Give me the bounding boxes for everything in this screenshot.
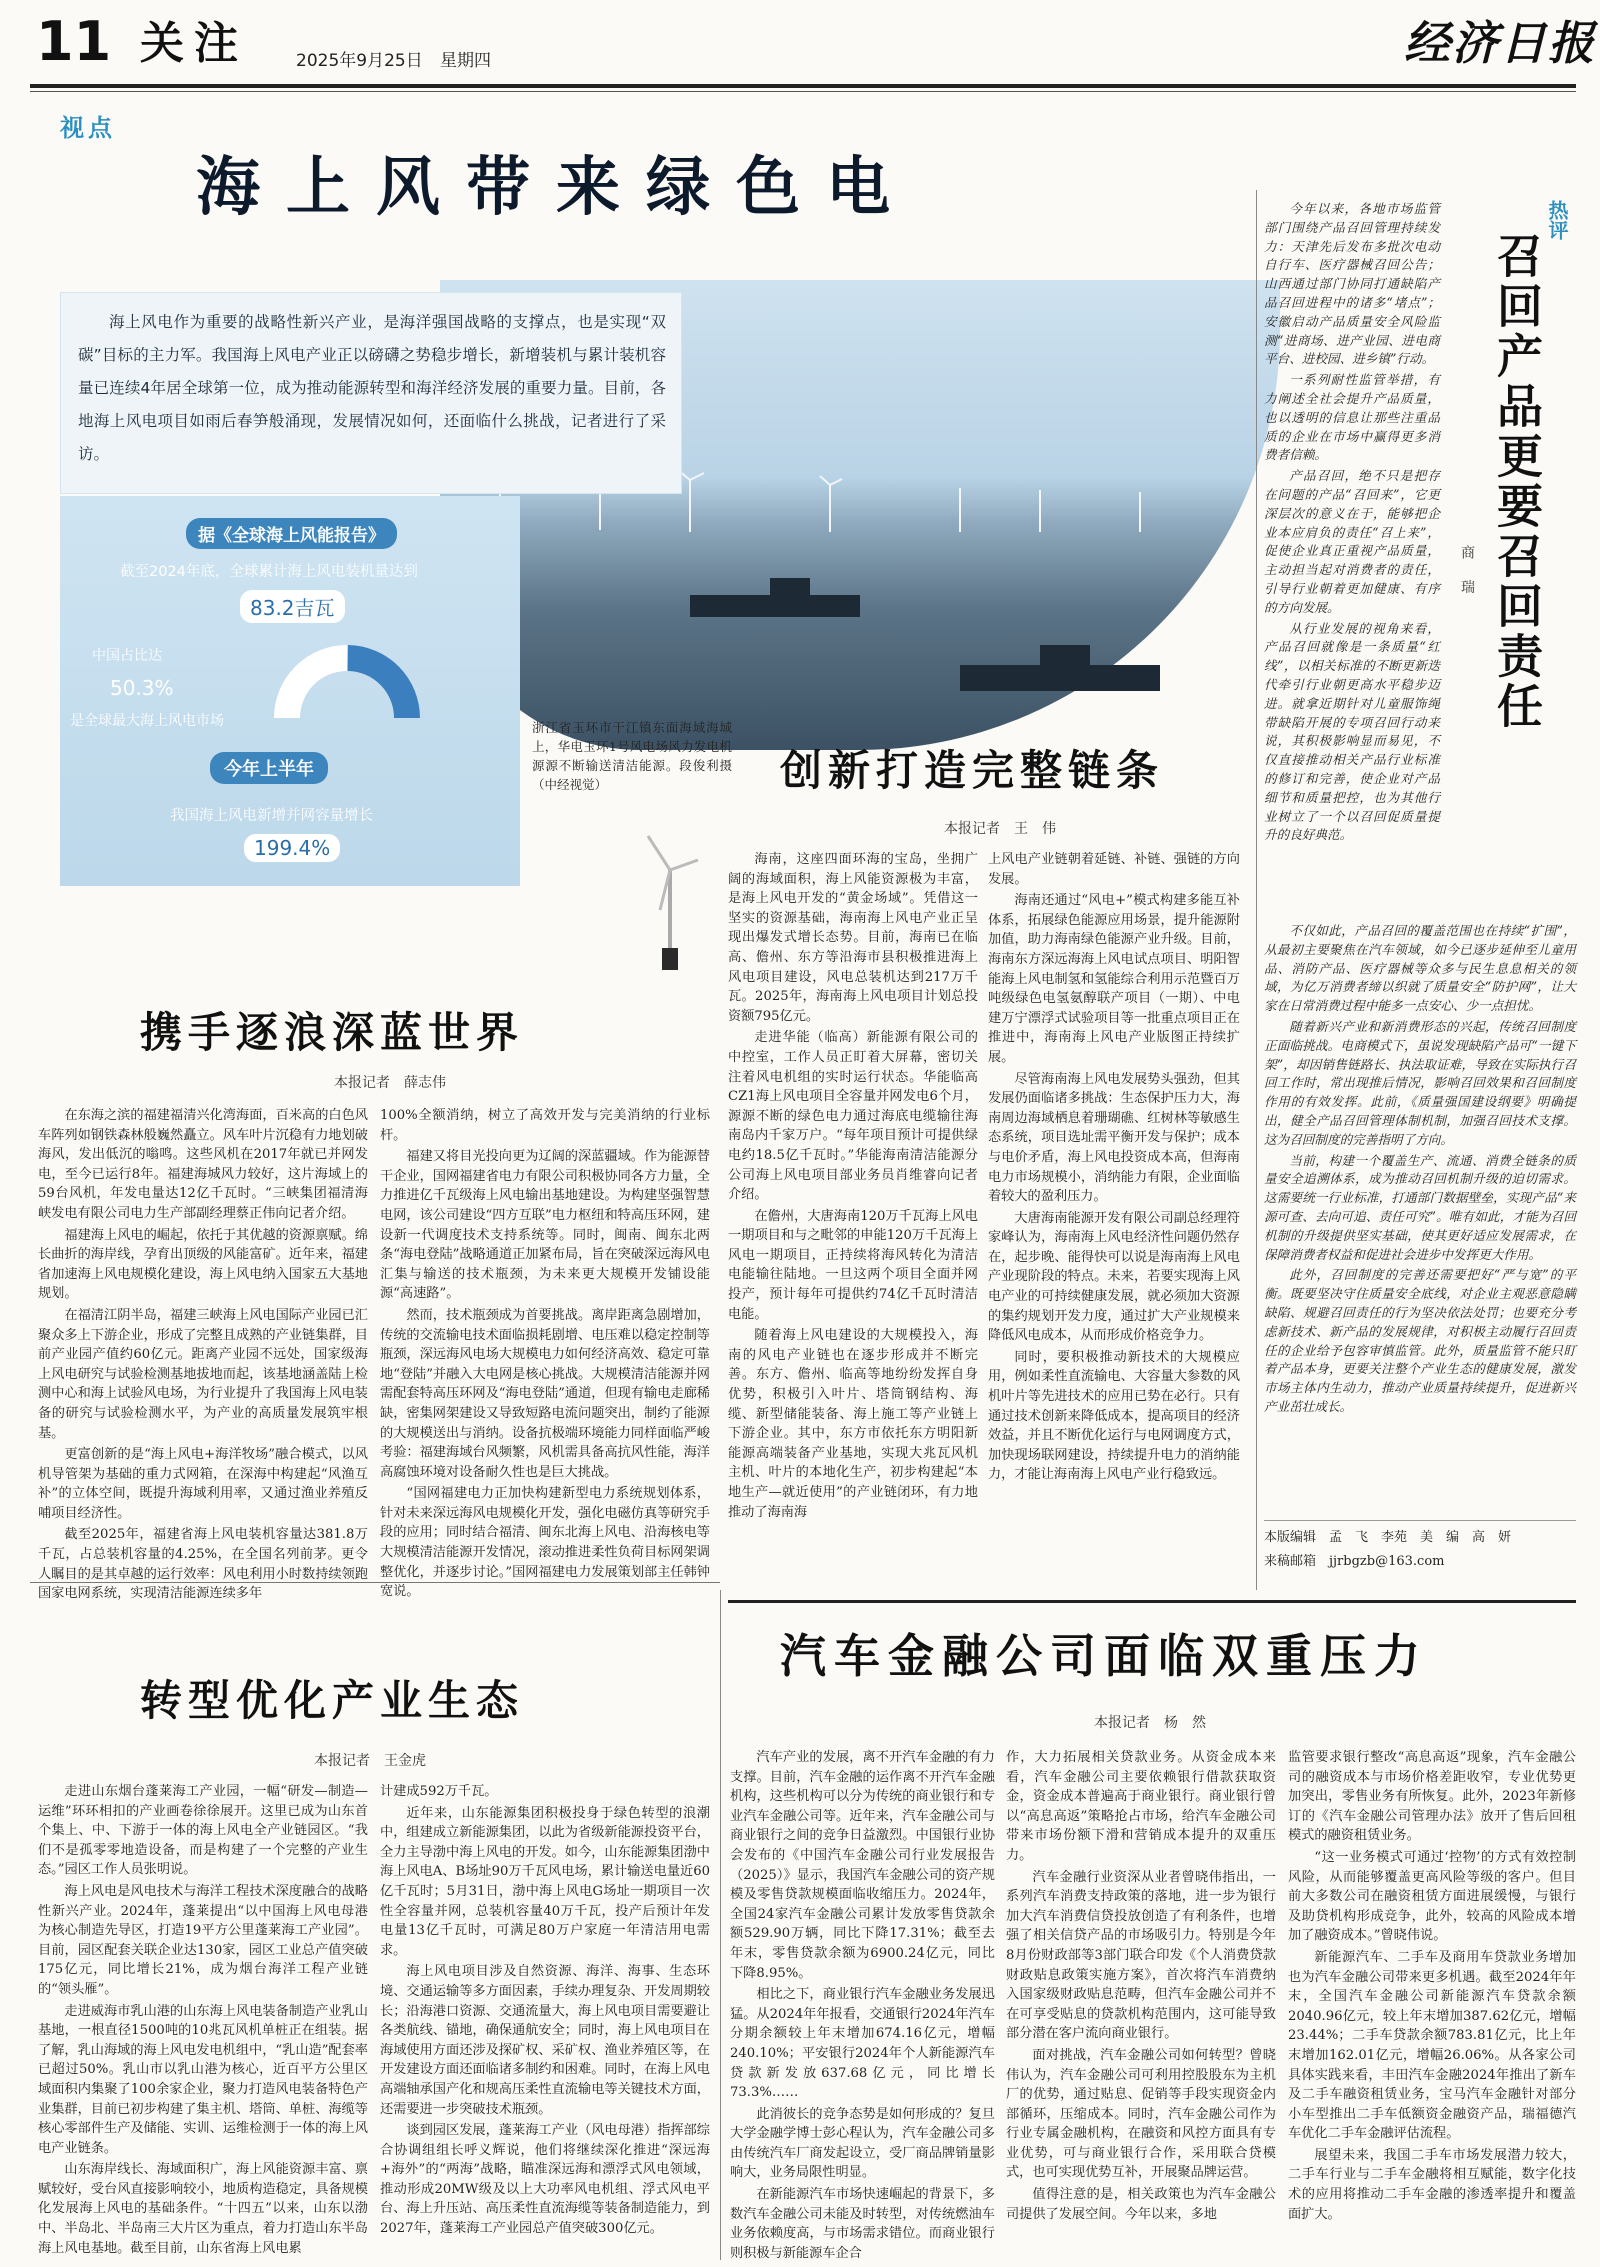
- commentary-p2: 产品召回，绝不只是把存在问题的产品“召回来”，它更深层次的意义在于，能够把企业本应肩负的责任“召上来”，促使企业真正重视产品质量，主动担当起对消费者的责任，引导行业朝着更加健康、有序的方向发展。: [1264, 468, 1440, 615]
- editors-line: 本版编辑 孟 飞 李苑 美 编 高 妍: [1264, 1530, 1512, 1545]
- article2-col2-p4: 同时，要积极推动新技术的大规模应用，例如柔性直流输电、大容量大参数的风机叶片等先进技术的应用已势在必行。只有通过技术创新来降低成本，提高项目的经济效益，并且不断优化运行与电网调度方式，加快现场联网建设，持续提升电力的消纳能力，才能让海南海上风电产业行稳致远。: [988, 1349, 1240, 1483]
- article1-col2-p2: 然而，技术瓶颈成为首要挑战。离岸距离急剧增加，传统的交流输电技术面临损耗剧增、电压难以稳定控制等瓶颈，深远海风电场大规模电力如何经济高效、稳定可靠地“登陆”并融入大电网是核心挑战。大规模清洁能源并网需配套特高压环网及“海电登陆”通道，但现有输电走廊稀缺，密集网架建设又导致短路电流问题突出，制约了能源的大规模送出与消纳。设备抗极端环境能力同样面临严峻考验：福建海域台风频繁，风机需具备高抗风性能，海洋高腐蚀环境对设备耐久性也是巨大挑战。: [380, 1307, 710, 1480]
- article2-col2-p3: 大唐海南能源开发有限公司副总经理符家峰认为，海南海上风电经济性问题仍然存在，起步晚、能得快可以说是海南海上风电产业现阶段的特点。未来，若要实现海上风电产业的可持续健康发展，就必须加大资源的集约规划开发力度，通过扩大产业规模来降低风电成本，从而形成价格竞争力。: [988, 1210, 1240, 1344]
- article1-col2-p3: “国网福建电力正加快构建新型电力系统规划体系，针对未来深远海风电规模化开发，强化电磁仿真等研究手段的应用；同时结合福清、闽东北海上风电、沿海核电等大规模清洁能源开发情况，滚动推进柔性负荷目标网架调整优化，并逐步讨论。”国网福建电力发展策划部主任韩钟宽说。: [380, 1486, 710, 1600]
- article2-col2-p0: 上风电产业链朝着延链、补链、强链的方向发展。: [988, 852, 1240, 887]
- article3-title: 转型优化产业生态: [140, 1676, 525, 1725]
- article2-byline: 本报记者 王 伟: [944, 821, 1056, 837]
- article4-col2-p3: 值得注意的是，相关政策也为汽车金融公司提供了发展空间。今年以来，多地: [1006, 2187, 1276, 2222]
- article3-col1-p3: 山东海岸线长、海域面积广，海上风能资源丰富、禀赋较好，受台风直接影响较小，地质构造稳定，具备规模化发展海上风电的基础条件。“十四五”以来，山东以渤中、半岛北、半岛南三大片区为重点，着力打造山东半岛海上风电基地。截至目前，山东省海上风电累: [38, 2162, 368, 2256]
- commentary-p3: 从行业发展的视角来看，产品召回就像是一条质量“红线”，以相关标准的不断更新迭代牵引行业朝更高水平稳步迈进。就拿近期针对儿童服饰绳带缺陷开展的专项召回行动来说，其积极影响显而易见，不仅直接推动相关产品行业标准的修订和完善，使企业对产品细节和质量把控，也为其他行业树立了一个以召回促质量提升的良好典范。: [1264, 620, 1440, 843]
- article2-col1-p0: 海南，这座四面环海的宝岛，坐拥广阔的海域面积，海上风能资源极为丰富，是海上风电开发的“黄金场域”。凭借这一坚实的资源基础，海南海上风电产业正呈现出爆发式增长态势。目前，海南已在临高、儋州、东方等沿海市县积极推进海上风电项目建设，风电总装机达到217万千瓦。2025年，海南海上风电项目计划总投资额795亿元。: [728, 852, 978, 1024]
- commentary-p7: 此外，召回制度的完善还需要把好“严与宽”的平衡。既要坚决守住质量安全底线，对企业主观恶意隐瞒缺陷、规避召回责任的行为坚决依法处罚；也要充分考虑新技术、新产品的发展规律，对积极主动履行召回责任的企业给予包容审慎监管。此外，质量监管不能只盯着产品本身，更要关注整个产业生态的健康发展，激发市场主体内生动力，推动产业质量持续提升，促进新兴产业茁壮成长。: [1264, 1267, 1576, 1414]
- viewpoint-label: 视点: [60, 113, 116, 142]
- article1-col1-p4: 截至2025年，福建省海上风电装机容量达381.8万千瓦，占总装机容量的4.25%，在全国名列前茅。更令人瞩目的是其卓越的运行效率：风电利用小时数持续领跑国家电网系统，实现清洁能源连续多年: [38, 1527, 368, 1602]
- commentary-p6: 当前，构建一个覆盖生产、流通、消费全链条的质量安全追溯体系，成为推动召回机制升级的迫切需求。这需要统一行业标准，打通部门数据壁垒，实现产品“来源可查、去向可追、责任可究”。唯有如此，才能为召回机制的升级提供坚实基础，使其更好适应发展需求，在保障消费者权益和促进社会进步中发挥更大作用。: [1264, 1152, 1576, 1262]
- commentary-title: 召回产品更要召回责任: [1490, 232, 1544, 732]
- article3-col2: [380, 1782, 710, 2258]
- stats-h1-label: 今年上半年: [210, 752, 328, 784]
- stats-growth-label: 我国海上风电新增并网容量增长: [170, 808, 373, 824]
- stats-source: 据《全球海上风能报告》: [186, 518, 397, 549]
- share-gauge-fill: [348, 658, 407, 718]
- article4-col3-p2: 新能源汽车、二手车及商用车贷款业务增加也为汽车金融公司带来更多机遇。截至2024年年末，全国汽车金融公司新能源汽车贷款余额2040.96亿元，较上年末增加387.62亿元，增幅23.44%；二手车贷款余额783.81亿元，比上年末增加162.01亿元，增幅26.06%。从各家公司具体实践来看，丰田汽车金融2024年推出了新车及二手车融资租赁业务，宝马汽车金融针对部分小车型推出二手车低额资金融资产品，瑞福德汽车优化二手车金融评估流程。: [1288, 1949, 1576, 2142]
- commentary-p5: 随着新兴产业和新消费形态的兴起，传统召回制度正面临挑战。电商模式下，虽说发现缺陷产品可“一键下架”，却因销售链路长、执法取证难，导致在实际执行召回工作时，常出现推后情况，影响召回效果和召回制度作用的有效发挥。此前，《质量强国建设纲要》明确提出，健全产品召回管理体制机制，加强召回技术支撑。这为召回制度的完善指明了方向。: [1264, 1018, 1576, 1147]
- article4-col1-p2: 此消彼长的竞争态势是如何形成的？复旦大学金融学博士彭心程认为，汽车金融公司多由传统汽车厂商发起设立，受厂商品牌销量影响大，业务局限性明显。: [730, 2106, 995, 2181]
- article4-col1-p3: 在新能源汽车市场快速崛起的背景下，多数汽车金融公司未能及时转型，对传统燃油车业务依赖度高，与市场需求错位。而商业银行则积极与新能源车企合: [730, 2187, 995, 2261]
- article1-col1-p3: 更富创新的是“海上风电+海洋牧场”融合模式，以风机导管架为基础的重力式网箱，在深海中构建起“风渔互补”的立体空间，既提升海域利用率，又通过渔业养殖反哺项目经济性。: [38, 1447, 368, 1521]
- commentary-body-top: [1264, 200, 1440, 918]
- article1-col1-p0: 在东海之滨的福建福清兴化湾海面，百米高的白色风车阵列如钢铁森林般巍然矗立。风车叶片沉稳有力地划破海风，发出低沉的嗡鸣。这些风机在2017年就已并网发电，至今已运行8年。福建海城风力较好，这片海域上的59台风机，年发电量达12亿千瓦时。“三峡集团福清海峡发电有限公司电力生产部副经理蔡正伟向记者介绍。: [38, 1108, 368, 1221]
- article1-col1: [38, 1106, 368, 1602]
- article1-col1-p2: 在福清江阴半岛，福建三峡海上风电国际产业园已汇聚众多上下游企业，形成了完整且成熟的产业链集群，目前产业园产值约60亿元。距离产业园不远处，国家级海上风电研究与试验检测基地拔地而起，该基地涵盖陆上检测中心和海上试验风电场，为行业提升了我国海上风电装备的研究与试验检测水平，为产业的高质量发展筑牢根基。: [38, 1307, 368, 1441]
- article1-col1-p1: 福建海上风电的崛起，依托于其优越的资源禀赋。绵长曲折的海岸线，孕育出顶级的风能富矿。近年来，福建省加速海上风电规模化建设，海上风电纳入国家五大基地规划。: [38, 1227, 368, 1302]
- stats-cumulative-label: 截至2024年底，全球累计海上风电装机量达到: [120, 564, 418, 580]
- article1-byline: 本报记者 薛志伟: [334, 1075, 446, 1091]
- share-gauge: [272, 638, 422, 728]
- article3-col1-p0: 走进山东烟台蓬莱海工产业园，一幅“研发—制造—运维”环环相扣的产业画卷徐徐展开。这里已成为山东首个集上、中、下游于一体的海上风电全产业链园区。“我们不是孤零零地造设备，而是构建了一个完整的产业生态。”园区工作人员张明说。: [38, 1784, 368, 1878]
- article4-col1: [730, 1748, 995, 2261]
- commentary-p1: 一系列耐性监管举措，有力阐述全社会提升产品质量，也以透明的信息让那些注重品质的企业在市场中赢得更多消费者信赖。: [1264, 372, 1440, 463]
- article4-divider: [720, 1590, 721, 2260]
- article4-col1-p1: 相比之下，商业银行汽车金融业务发展迅猛。从2024年年报看，交通银行2024年汽车分期余额较上年末增加674.16亿元，增幅240.10%；平安银行2024年个人新能源汽车贷款新发放637.68亿元，同比增长73.3%……: [730, 1987, 995, 2101]
- section-name: 关注: [140, 18, 248, 69]
- article4-col3: [1288, 1748, 1576, 2258]
- article1-col2-p0: 100%全额消纳，树立了高效开发与完美消纳的行业标杆。: [380, 1108, 710, 1143]
- article2-col1-p3: 随着海上风电建设的大规模投入，海南的风电产业链也在逐步形成并不断完善。东方、儋州、临高等地纷纷发挥自身优势，积极引入叶片、塔筒钢结构、海缆、新型储能装备、海上施工等产业链上下游企业。其中，东方市依托东方明阳新能源高端装备产业基地，实现大兆瓦风机主机、叶片的本地化生产，初步构建起“本地生产—就近使用”的产业链闭环，有力地推动了海南海: [728, 1328, 978, 1520]
- article1-col2-p1: 福建又将目光投向更为辽阔的深蓝疆域。作为能源替干企业，国网福建省电力有限公司积极协同各方力量，全力推进亿千瓦级海上风电输出基地建设。为构建坚强智慧电网，该公司建设“四方互联”电力枢纽和特高压环网，建设新一代调度技术支持系统等。同时，闽南、闽东北两条“海电登陆”战略通道正加紧布局，旨在突破深远海风电汇集与输送的技术瓶颈，为未来更大规模开发铺设能源“高速路”。: [380, 1149, 710, 1302]
- article2-title: 创新打造完整链条: [780, 746, 1165, 795]
- page-number: 11: [36, 10, 112, 73]
- cargo-ship: [690, 578, 860, 617]
- stats-share-value: 50.3%: [110, 676, 174, 700]
- stats-growth-value: 199.4%: [244, 834, 340, 862]
- article4-byline: 本报记者 杨 然: [1094, 1715, 1206, 1731]
- commentary-p0: 今年以来，各地市场监管部门围绕产品召回管理持续发力：天津先后发布多批次电动自行车、医疗器械召回公告；山西通过部门协同打通缺陷产品召回进程中的诸多“堵点”；安徽启动产品质量安全风险监测“进商场、进产业园、进电商平台、进校园、进乡镇”行动。: [1264, 201, 1440, 367]
- article3-col1-p2: 走进威海市乳山港的山东海上风电装备制造产业乳山基地，一根直径1500吨的10兆瓦风机单桩正在组装。据了解，乳山海域的海上风电发电机组中，“乳山造”配套率已超过50%。乳山市以乳山港为核心，近百平方公里区域面积内集聚了100余家企业，聚力打造风电装备特色产业集群，目前已初步构建了集主机、塔筒、单桩、海缆等核心零部件生产及储能、实训、运维检测于一体的海上风电产业链条。: [38, 2003, 368, 2156]
- commentary-author: 商 瑞: [1459, 545, 1475, 602]
- commentary-p4: 不仅如此，产品召回的覆盖范围也在持续“扩围”，从最初主要聚焦在汽车领域，如今已逐步延伸至儿童用品、消防产品、医疗器械等众多与民生息息相关的领域，为亿万消费者缔以织就了质量安全“防护网”，让大家在日常消费过程中能多一点安心、少一点担忧。: [1264, 923, 1576, 1014]
- article4-top-rule: [728, 1600, 1576, 1603]
- commentary-divider: [1256, 190, 1257, 1590]
- article4-col2-p0: 作，大力拓展相关贷款业务。从资金成本来看，汽车金融公司主要依赖银行借款获取资金，资金成本普遍高于商业银行。商业银行曾以“高息高返”策略抢占市场，给汽车金融公司带来市场份额下滑和营销成本提升的双重压力。: [1006, 1750, 1276, 1863]
- article4-col1-p0: 汽车产业的发展，离不开汽车金融的有力支撑。目前，汽车金融的运作离不开汽车金融机构，这些机构可以分为传统的商业银行和专业汽车金融公司等。近年来，汽车金融公司与商业银行之间的竞争日益激烈。中国银行业协会发布的《中国汽车金融公司行业发展报告（2025）》显示，我国汽车金融公司的资产规模及零售贷款规模面临收缩压力。2024年，全国24家汽车金融公司累计发放零售贷款余额529.90万辆，同比下降17.31%；截至去年末，零售贷款余额为6900.24亿元，同比下降8.95%。: [730, 1750, 995, 1981]
- article3-col1: [38, 1782, 368, 2258]
- commentary-body-bottom: [1264, 922, 1576, 1512]
- header-rule-thin: [30, 91, 1576, 92]
- article1-col2: [380, 1106, 710, 1600]
- stats-cumulative-value: 83.2吉瓦: [240, 590, 345, 623]
- article2-col1-p2: 在儋州，大唐海南120万千瓦海上风电一期项目和与之毗邻的申能120万千瓦海上风电一期项目，正持续将海风转化为清洁电能输往陆地。一旦这两个项目全面并网投产，预计每年可提供约74亿千瓦时清洁电能。: [728, 1208, 978, 1322]
- article4-col2-p1: 汽车金融行业资深从业者曾晓伟指出，一系列汽车消费支持政策的落地，进一步为银行加大汽车消费信贷投放创造了有利条件，也增强了相关信贷产品的市场吸引力。特别是今年8月份财政部等3部门联合印发《个人消费贷款财政贴息政策实施方案》，首次将汽车消费纳入国家级财政贴息范畴，但汽车金融公司并不在可享受贴息的贷款机构范围内，这可能导致部分潜在客户流向商业银行。: [1006, 1869, 1276, 2042]
- article3-col1-p1: 海上风电是风电技术与海洋工程技术深度融合的战略性新兴产业。2024年，蓬莱提出“以中国海上风电母港为核心制造先导区，打造19平方公里蓬莱海工产业园”。目前，园区配套关联企业达130家，园区工业总产值突破175亿元，同比增长21%，成为烟台海洋工程产业链的“领头雁”。: [38, 1883, 368, 1997]
- issue-date: 2025年9月25日: [296, 51, 423, 71]
- article4-col2-p2: 面对挑战，汽车金融公司如何转型？曾晓伟认为，汽车金融公司可利用控股股东为主机厂的优势，通过贴息、促销等手段实现资金内部循环，压缩成本。同时，汽车金融公司作为行业专属金融机构，在融资和风控方面具有专业优势，可与商业银行合作，采用联合贷模式，也可实现优势互补，开展聚品牌运营。: [1006, 2047, 1276, 2181]
- article1-title: 携手逐浪深蓝世界: [140, 1008, 525, 1057]
- article3-col2-p2: 海上风电项目涉及自然资源、海洋、海事、生态环境、交通运输等多方面因素，手续办理复杂、开发周期较长；沿海港口资源、交通流量大，海上风电项目需要避让各类航线、锚地，确保通航安全；同时，海上风电项目在海域使用方面还涉及探矿权、采矿权、渔业养殖区等，在开发建设方面还面临诸多制约和困难。同时，在海上风电高端轴承国产化和规高压柔性直流输电等关键技术方面，还需要进一步突破技术瓶颈。: [380, 1964, 710, 2117]
- submission-email: 来稿邮箱 jjrbgzb@163.com: [1264, 1554, 1445, 1569]
- article2-col1: [728, 850, 978, 1555]
- editors-rule: [1264, 1520, 1576, 1521]
- stats-share-note: 是全球最大海上风电市场: [70, 713, 224, 729]
- article3-col2-p3: 谈到园区发展，蓬莱海工产业（风电母港）指挥部综合协调组组长呼义辉说，他们将继续深化推进“深远海+海外”的“两海”战略，瞄准深远海和漂浮式风电领域，推动形成20MW级及以上大功率风电机组、浮式风电平台、海上升压站、高压柔性直流海缆等装备制造能力，到2027年，蓬莱海工产业园总产值突破300亿元。: [380, 2123, 710, 2237]
- viewpoint-headline: 海上风带来绿色电: [196, 150, 916, 225]
- page-header: [0, 0, 1600, 82]
- stats-share-label: 中国占比达: [92, 648, 162, 664]
- article2-col2-p1: 海南还通过“风电+”模式构建多能互补体系，拓展绿色能源应用场景，提升能源附加值，助力海南绿色能源产业升级。目前，海南东方深远海海上风电试点项目、明阳智能海上风电制氢和氢能综合利用示范暨百万吨级绿色电氢氨醇联产项目（一期）、中电建万宁漂浮式试验项目等一批重点项目正在推进中，海南海上风电产业版图正持续扩展。: [988, 893, 1240, 1065]
- header-rule: [30, 84, 1576, 88]
- article3-top-rule: [30, 1582, 720, 1583]
- wind-turbine-icon: [640, 830, 700, 980]
- commentary-tag: 热评: [1545, 200, 1569, 240]
- issue-weekday: 星期四: [440, 51, 491, 71]
- article4-col3-p3: 展望未来，我国二手车市场发展潜力较大，二手车行业与二手车金融将相互赋能，数字化技术的应用将推动二手车金融的渗透率提升和覆盖面扩大。: [1288, 2147, 1576, 2222]
- article2-col2: [988, 850, 1240, 1555]
- article3-col2-p0: 计建成592万千瓦。: [380, 1784, 498, 1799]
- article4-col3-p0: 监管要求银行整改“高息高返”现象，汽车金融公司的融资成本与市场价格差距收窄，专业优势更加突出，零售业务有所恢复。此外，2023年新修订的《汽车金融公司管理办法》放开了售后回租模式的融资租赁业务。: [1288, 1750, 1576, 1844]
- article3-byline: 本报记者 王金虎: [314, 1753, 426, 1769]
- article3-col2-p1: 近年来，山东能源集团积极投身于绿色转型的浪潮中，组建成立新能源集团，以此为省级新能源投资平台，全力主导渤中海上风电的开发。如今，山东能源集团渤中海上风电A、B场址90万千瓦风电场，累计输送电量近60亿千瓦时；5月31日，渤中海上风电G场址一期项目一次性全容量并网，总装机容量40万千瓦，投产后预计年发电量13亿千瓦时，可满足80万户家庭一年清洁用电需求。: [380, 1805, 710, 1958]
- article4-title: 汽车金融公司面临双重压力: [780, 1629, 1428, 1683]
- article4-col2: [1006, 1748, 1276, 2258]
- cargo-ship-2: [960, 645, 1160, 691]
- article2-col1-p1: 走进华能（临高）新能源有限公司的中控室，工作人员正盯着大屏幕，密切关注着风电机组的实时运行状态。华能临高CZ1海上风电项目全容量并网发电6个月，源源不断的绿色电力通过海底电缆输往海南岛内千家万户。“每年项目预计可提供绿电约18.5亿千瓦时。”华能海南清洁能源分公司海上风电项目部业务员肖维睿向记者介绍。: [728, 1030, 978, 1203]
- article4-col3-p1: “这一业务模式可通过‘控物’的方式有效控制风险，从而能够覆盖更高风险等级的客户。但目前大多数公司在融资租赁方面进展缓慢，与银行及助贷机构形成竞争，此外，较高的风险成本增加了融资成本。”曾晓伟说。: [1288, 1849, 1576, 1944]
- masthead-logo: 经济日报: [1404, 16, 1596, 70]
- photo-caption: 浙江省玉环市干江镇东面海域海域上，华电玉环1号风电场风力发电机源源不断输送清洁能源。段俊利摄（中经视觉）: [532, 720, 732, 792]
- intro-text: 海上风电作为重要的战略性新兴产业，是海洋强国战略的支撑点，也是实现“双碳”目标的主力军。我国海上风电产业正以磅礴之势稳步增长，新增装机与累计装机容量已连续4年居全球第一位，成为推动能源转型和海洋经济发展的重要力量。目前，各地海上风电项目如雨后春笋般涌现，发展情况如何，还面临什么挑战，记者进行了采访。: [78, 313, 666, 463]
- article2-col2-p2: 尽管海南海上风电发展势头强劲，但其发展仍面临诸多挑战：生态保护压力大，海南周边海域栖息着珊瑚礁、红树林等敏感生态系统，项目选址需平衡开发与保护；成本与电价矛盾，海上风电投资成本高，但海南电力市场规模小，消纳能力有限，企业面临着较大的盈利压力。: [988, 1071, 1240, 1205]
